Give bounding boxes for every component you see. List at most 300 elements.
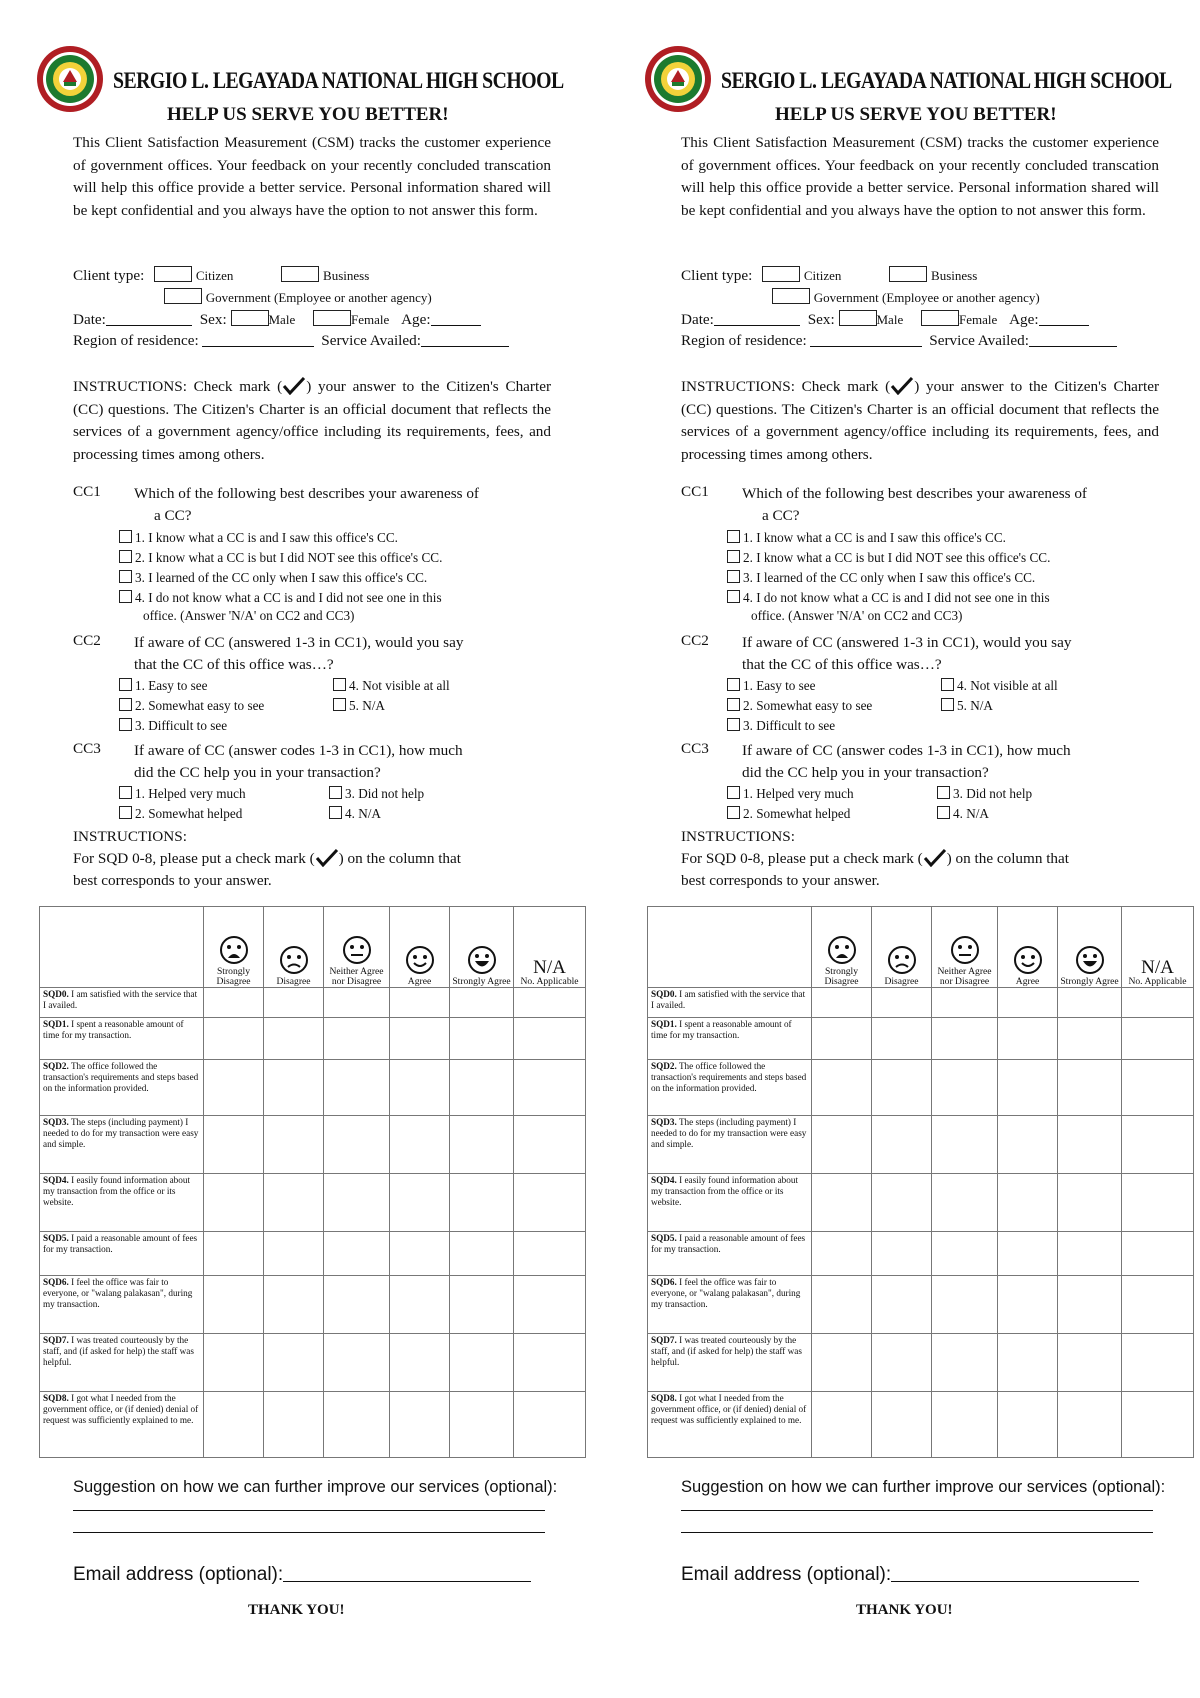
email-row — [73, 1561, 531, 1586]
answer-cell[interactable] — [514, 1392, 586, 1458]
government-label: Government (Employee or another agency) — [205, 290, 432, 305]
answer-cell[interactable] — [998, 1174, 1058, 1232]
header-label: Strongly Agree — [452, 976, 511, 987]
answer-cell[interactable] — [872, 1060, 932, 1116]
cc1-option-4[interactable] — [727, 590, 1050, 606]
sqd-question: SQD3. The steps (including payment) I needed to do for my transaction were easy and simple. — [648, 1116, 812, 1174]
answer-cell[interactable] — [514, 1232, 586, 1276]
answer-cell[interactable] — [324, 1276, 390, 1334]
checkbox[interactable] — [329, 806, 342, 819]
answer-cell[interactable] — [872, 1116, 932, 1174]
option-label: 3. I learned of the CC only when I saw this office's CC. — [743, 570, 1036, 585]
header-label: No. Applicable — [1128, 976, 1187, 987]
answer-cell[interactable] — [264, 988, 324, 1018]
answer-cell[interactable] — [812, 1392, 872, 1458]
answer-cell[interactable] — [204, 1060, 264, 1116]
sqd-row — [40, 1232, 586, 1276]
suggestion-line-1[interactable] — [73, 1510, 545, 1511]
school-name: SERGIO L. LEGAYADA NATIONAL HIGH SCHOOL — [113, 68, 564, 93]
answer-cell[interactable] — [812, 1060, 872, 1116]
answer-cell[interactable] — [1122, 1174, 1194, 1232]
sqd-question: SQD4. I easily found information about my transaction from the office or its website. — [648, 1174, 812, 1232]
checkbox[interactable] — [119, 678, 132, 691]
sqd-question: SQD5. I paid a reasonable amount of fees for my transaction. — [648, 1232, 812, 1276]
answer-cell[interactable] — [1058, 1018, 1122, 1060]
answer-cell[interactable] — [998, 1276, 1058, 1334]
sqd-instructions-a: For SQD 0-8, please put a check mark ( — [681, 850, 923, 867]
na-label: N/A — [1141, 957, 1174, 978]
answer-cell[interactable] — [324, 1392, 390, 1458]
sqd-row — [648, 1018, 1194, 1060]
sqd-instructions-a: For SQD 0-8, please put a check mark ( — [73, 850, 315, 867]
sqd-header-blank — [648, 907, 812, 988]
answer-cell[interactable] — [514, 1018, 586, 1060]
checkbox[interactable] — [119, 786, 132, 799]
checkbox[interactable] — [727, 678, 740, 691]
answer-cell[interactable] — [204, 1392, 264, 1458]
form-subtitle: HELP US SERVE YOU BETTER! — [775, 104, 1057, 125]
cc2-question-line1: If aware of CC (answered 1-3 in CC1), would you say — [134, 634, 464, 651]
cc1-question-line1: Which of the following best describes your awareness of — [742, 485, 1087, 502]
age-field[interactable] — [1039, 311, 1089, 326]
answer-cell[interactable] — [1058, 1232, 1122, 1276]
cc1-option-2[interactable] — [727, 550, 1050, 566]
sqd-header-row — [40, 907, 586, 988]
answer-cell[interactable] — [1122, 1060, 1194, 1116]
region-label: Region of residence: — [681, 332, 807, 349]
answer-cell[interactable] — [390, 1334, 450, 1392]
cc-instructions-a: INSTRUCTIONS: Check mark ( — [73, 378, 283, 395]
cc3-option-4[interactable] — [937, 806, 989, 822]
business-checkbox[interactable] — [281, 266, 319, 282]
service-field[interactable] — [421, 332, 509, 347]
checkbox[interactable] — [727, 570, 740, 583]
cc2-option-4[interactable] — [333, 678, 450, 694]
client-type-label: Client type: — [681, 267, 753, 284]
sqd-question: SQD3. The steps (including payment) I needed to do for my transaction were easy and simple. — [40, 1116, 204, 1174]
header-label: Agree — [407, 976, 432, 987]
cc3-option-3[interactable] — [937, 786, 1032, 802]
answer-cell[interactable] — [1058, 1060, 1122, 1116]
cc2-option-5[interactable] — [333, 698, 385, 714]
very-sad-face-icon — [219, 935, 249, 965]
answer-cell[interactable] — [390, 1018, 450, 1060]
cc2-question-line2: that the CC of this office was…? — [134, 656, 334, 673]
answer-cell[interactable] — [1122, 988, 1194, 1018]
sex-label: Sex: — [199, 311, 227, 328]
email-field[interactable] — [891, 1561, 1139, 1582]
answer-cell[interactable] — [324, 988, 390, 1018]
header-neither — [324, 907, 390, 988]
smile-face-icon — [405, 945, 435, 975]
checkbox[interactable] — [941, 698, 954, 711]
sqd-row — [40, 988, 586, 1018]
checkbox[interactable] — [941, 678, 954, 691]
answer-cell[interactable] — [1122, 1018, 1194, 1060]
cc-instructions-a: INSTRUCTIONS: Check mark ( — [681, 378, 891, 395]
checkbox[interactable] — [119, 698, 132, 711]
header-agree — [998, 907, 1058, 988]
option-label: 1. I know what a CC is and I saw this office's CC. — [743, 530, 1006, 545]
suggestion-label: Suggestion on how we can further improve our services (optional): — [681, 1478, 1166, 1496]
cc2-option-4[interactable] — [941, 678, 1058, 694]
option-label: 1. Easy to see — [135, 678, 208, 693]
option-label: 5. N/A — [349, 698, 385, 713]
answer-cell[interactable] — [872, 1018, 932, 1060]
answer-cell[interactable] — [324, 1334, 390, 1392]
service-label: Service Availed: — [929, 332, 1029, 349]
answer-cell[interactable] — [450, 988, 514, 1018]
checkbox[interactable] — [727, 718, 740, 731]
answer-cell[interactable] — [390, 1392, 450, 1458]
cc1-code: CC1 — [73, 483, 101, 500]
cc2-option-3[interactable] — [727, 718, 835, 734]
sqd-row — [40, 1060, 586, 1116]
option-label: 3. Difficult to see — [743, 718, 836, 733]
checkbox[interactable] — [333, 698, 346, 711]
answer-cell[interactable] — [324, 1018, 390, 1060]
checkbox[interactable] — [937, 786, 950, 799]
cc2-option-1[interactable] — [727, 678, 816, 694]
email-field[interactable] — [283, 1561, 531, 1582]
school-seal-icon — [643, 44, 713, 114]
answer-cell[interactable] — [450, 1018, 514, 1060]
cc1-option-4-note: office. (Answer 'N/A' on CC2 and CC3) — [143, 608, 355, 623]
option-label: 2. Somewhat easy to see — [135, 698, 265, 713]
smile-face-icon — [1013, 945, 1043, 975]
business-checkbox[interactable] — [889, 266, 927, 282]
region-service-row — [681, 332, 1117, 350]
option-label: 3. Did not help — [953, 786, 1033, 801]
client-type-row — [681, 266, 977, 285]
answer-cell[interactable] — [514, 1334, 586, 1392]
option-label: 1. Helped very much — [743, 786, 854, 801]
government-label: Government (Employee or another agency) — [813, 290, 1040, 305]
answer-cell[interactable] — [204, 1276, 264, 1334]
answer-cell[interactable] — [932, 1116, 998, 1174]
sqd-instructions-b: ) on the column that — [946, 850, 1069, 867]
answer-cell[interactable] — [264, 1232, 324, 1276]
citizen-checkbox[interactable] — [154, 266, 192, 282]
sqd-instructions-title: INSTRUCTIONS: — [73, 828, 187, 845]
answer-cell[interactable] — [514, 988, 586, 1018]
cc1-option-1[interactable] — [727, 530, 1006, 546]
header-label: Strongly Agree — [1060, 976, 1119, 987]
answer-cell[interactable] — [998, 1334, 1058, 1392]
cc2-option-2[interactable] — [119, 698, 264, 714]
checkbox[interactable] — [119, 806, 132, 819]
sqd-question: SQD1. I spent a reasonable amount of time for my transaction. — [648, 1018, 812, 1060]
answer-cell[interactable] — [872, 1392, 932, 1458]
service-label: Service Availed: — [321, 332, 421, 349]
answer-cell[interactable] — [204, 1174, 264, 1232]
option-label: 2. I know what a CC is but I did NOT see this office's CC. — [743, 550, 1051, 565]
answer-cell[interactable] — [204, 1116, 264, 1174]
answer-cell[interactable] — [264, 1392, 324, 1458]
header-label: Neither Agree nor Disagree — [329, 966, 384, 987]
answer-cell[interactable] — [204, 1018, 264, 1060]
cc3-option-4[interactable] — [329, 806, 381, 822]
checkbox[interactable] — [727, 590, 740, 603]
thank-you: THANK YOU! — [248, 1602, 345, 1618]
female-checkbox[interactable] — [921, 310, 959, 326]
checkbox[interactable] — [119, 530, 132, 543]
region-field[interactable] — [810, 332, 922, 347]
answer-cell[interactable] — [514, 1276, 586, 1334]
answer-cell[interactable] — [998, 988, 1058, 1018]
client-type-label: Client type: — [73, 267, 145, 284]
cc1-option-2[interactable] — [119, 550, 442, 566]
answer-cell[interactable] — [1058, 1392, 1122, 1458]
female-label: Female — [351, 312, 390, 327]
cc-instructions — [681, 376, 1159, 466]
sqd-row — [40, 1334, 586, 1392]
answer-cell[interactable] — [390, 1060, 450, 1116]
business-label: Business — [323, 268, 370, 283]
answer-cell[interactable] — [264, 1116, 324, 1174]
answer-cell[interactable] — [324, 1060, 390, 1116]
answer-cell[interactable] — [872, 988, 932, 1018]
cc1-question-line2: a CC? — [154, 507, 192, 524]
region-service-row — [73, 332, 509, 350]
sqd-question: SQD7. I was treated courteously by the staff, and (if asked for help) the staff was helpful. — [648, 1334, 812, 1392]
cc2-option-2[interactable] — [727, 698, 872, 714]
cc-instructions-b: ) your answer to the Citizen's Charter (CC) questions. The Citizen's Charter is an official document that reflects the services of a government agency/office including its requirements, fees, and processing times among others. — [73, 378, 552, 463]
checkbox[interactable] — [119, 570, 132, 583]
answer-cell[interactable] — [264, 1060, 324, 1116]
cc2-question-line1: If aware of CC (answered 1-3 in CC1), would you say — [742, 634, 1072, 651]
female-checkbox[interactable] — [313, 310, 351, 326]
answer-cell[interactable] — [514, 1116, 586, 1174]
answer-cell[interactable] — [204, 1232, 264, 1276]
answer-cell[interactable] — [324, 1174, 390, 1232]
answer-cell[interactable] — [1122, 1232, 1194, 1276]
date-sex-age-row — [73, 310, 481, 329]
answer-cell[interactable] — [264, 1334, 324, 1392]
answer-cell[interactable] — [204, 1334, 264, 1392]
answer-cell[interactable] — [932, 1276, 998, 1334]
checkbox[interactable] — [119, 718, 132, 731]
checkbox[interactable] — [727, 786, 740, 799]
answer-cell[interactable] — [812, 1018, 872, 1060]
sqd-question: SQD4. I easily found information about my transaction from the office or its website. — [40, 1174, 204, 1232]
header-not-applicable — [514, 907, 586, 988]
header-label: Agree — [1015, 976, 1040, 987]
answer-cell[interactable] — [998, 1018, 1058, 1060]
answer-cell[interactable] — [812, 1232, 872, 1276]
big-smile-face-icon — [467, 945, 497, 975]
answer-cell[interactable] — [390, 1174, 450, 1232]
checkbox[interactable] — [333, 678, 346, 691]
sqd-instructions-line2: best corresponds to your answer. — [681, 872, 880, 889]
answer-cell[interactable] — [390, 1116, 450, 1174]
answer-cell[interactable] — [450, 1232, 514, 1276]
answer-cell[interactable] — [390, 988, 450, 1018]
answer-cell[interactable] — [1058, 1334, 1122, 1392]
answer-cell[interactable] — [872, 1174, 932, 1232]
date-field[interactable] — [714, 311, 800, 326]
service-field[interactable] — [1029, 332, 1117, 347]
option-label: 2. Somewhat helped — [135, 806, 243, 821]
answer-cell[interactable] — [932, 1392, 998, 1458]
answer-cell[interactable] — [514, 1174, 586, 1232]
cc1-option-3[interactable] — [119, 570, 427, 586]
checkbox[interactable] — [727, 530, 740, 543]
answer-cell[interactable] — [932, 1018, 998, 1060]
cc2-option-5[interactable] — [941, 698, 993, 714]
suggestion-line-1[interactable] — [681, 1510, 1153, 1511]
answer-cell[interactable] — [390, 1232, 450, 1276]
header-label: Strongly Disagree — [216, 966, 251, 987]
male-checkbox[interactable] — [231, 310, 269, 326]
sqd-header-row — [648, 907, 1194, 988]
answer-cell[interactable] — [324, 1232, 390, 1276]
answer-cell[interactable] — [998, 1392, 1058, 1458]
checkbox[interactable] — [119, 550, 132, 563]
cc2-option-3[interactable] — [119, 718, 227, 734]
male-checkbox[interactable] — [839, 310, 877, 326]
cc3-option-1[interactable] — [727, 786, 854, 802]
sqd-question: SQD8. I got what I needed from the government office, or (if denied) denial of request was sufficiently explained to me. — [648, 1392, 812, 1458]
very-sad-face-icon — [827, 935, 857, 965]
cc3-option-1[interactable] — [119, 786, 246, 802]
cc3-option-2[interactable] — [727, 806, 850, 822]
checkbox[interactable] — [119, 590, 132, 603]
answer-cell[interactable] — [514, 1060, 586, 1116]
answer-cell[interactable] — [1058, 1174, 1122, 1232]
answer-cell[interactable] — [998, 1116, 1058, 1174]
checkbox[interactable] — [937, 806, 950, 819]
cc3-option-2[interactable] — [119, 806, 242, 822]
sqd-row — [40, 1174, 586, 1232]
sqd-table — [647, 906, 1194, 1458]
government-checkbox[interactable] — [164, 288, 202, 304]
option-label: 4. I do not know what a CC is and I did not see one in this — [135, 590, 442, 605]
cc-instructions — [73, 376, 551, 466]
answer-cell[interactable] — [1058, 1276, 1122, 1334]
option-label: 3. Did not help — [345, 786, 425, 801]
region-label: Region of residence: — [73, 332, 199, 349]
header-strongly-agree — [450, 907, 514, 988]
answer-cell[interactable] — [1058, 988, 1122, 1018]
answer-cell[interactable] — [450, 1174, 514, 1232]
answer-cell[interactable] — [450, 1276, 514, 1334]
checkbox[interactable] — [329, 786, 342, 799]
cc1-option-1[interactable] — [119, 530, 398, 546]
answer-cell[interactable] — [450, 1392, 514, 1458]
cc1-option-4[interactable] — [119, 590, 442, 606]
answer-cell[interactable] — [932, 1174, 998, 1232]
sqd-question: SQD6. I feel the office was fair to everyone, or "walang palakasan", during my transaction. — [40, 1276, 204, 1334]
option-label: 1. Helped very much — [135, 786, 246, 801]
answer-cell[interactable] — [932, 1334, 998, 1392]
answer-cell[interactable] — [450, 1334, 514, 1392]
sqd-row — [40, 1276, 586, 1334]
answer-cell[interactable] — [932, 988, 998, 1018]
sqd-row — [648, 1060, 1194, 1116]
cc1-question-line2: a CC? — [762, 507, 800, 524]
answer-cell[interactable] — [1122, 1276, 1194, 1334]
suggestion-line-2[interactable] — [73, 1532, 545, 1533]
date-sex-age-row — [681, 310, 1089, 329]
header-strongly-disagree — [812, 907, 872, 988]
answer-cell[interactable] — [872, 1334, 932, 1392]
cc1-option-3[interactable] — [727, 570, 1035, 586]
checkbox[interactable] — [727, 698, 740, 711]
cc2-code: CC2 — [681, 632, 709, 649]
answer-cell[interactable] — [390, 1276, 450, 1334]
form-header — [643, 38, 1200, 125]
check-mark-icon — [890, 377, 914, 395]
age-field[interactable] — [431, 311, 481, 326]
region-field[interactable] — [202, 332, 314, 347]
answer-cell[interactable] — [264, 1018, 324, 1060]
answer-cell[interactable] — [1122, 1334, 1194, 1392]
checkbox[interactable] — [727, 806, 740, 819]
sqd-header-blank — [40, 907, 204, 988]
answer-cell[interactable] — [812, 988, 872, 1018]
answer-cell[interactable] — [1122, 1392, 1194, 1458]
sqd-row — [40, 1018, 586, 1060]
answer-cell[interactable] — [812, 1276, 872, 1334]
answer-cell[interactable] — [1122, 1116, 1194, 1174]
answer-cell[interactable] — [264, 1174, 324, 1232]
answer-cell[interactable] — [932, 1060, 998, 1116]
answer-cell[interactable] — [812, 1174, 872, 1232]
government-row — [164, 288, 432, 307]
citizen-checkbox[interactable] — [762, 266, 800, 282]
answer-cell[interactable] — [812, 1334, 872, 1392]
cc3-question-line1: If aware of CC (answer codes 1-3 in CC1), how much — [742, 742, 1071, 759]
cc3-question-line1: If aware of CC (answer codes 1-3 in CC1), how much — [134, 742, 463, 759]
answer-cell[interactable] — [932, 1232, 998, 1276]
sqd-row — [648, 1174, 1194, 1232]
option-label: 4. N/A — [953, 806, 989, 821]
date-field[interactable] — [106, 311, 192, 326]
answer-cell[interactable] — [1058, 1116, 1122, 1174]
thank-you: THANK YOU! — [856, 1602, 953, 1618]
sqd-row — [648, 1232, 1194, 1276]
sqd-row — [648, 1334, 1194, 1392]
age-label: Age: — [1009, 311, 1039, 328]
check-mark-icon — [315, 849, 339, 867]
answer-cell[interactable] — [998, 1232, 1058, 1276]
cc3-option-3[interactable] — [329, 786, 424, 802]
suggestion-line-2[interactable] — [681, 1532, 1153, 1533]
answer-cell[interactable] — [324, 1116, 390, 1174]
answer-cell[interactable] — [204, 988, 264, 1018]
answer-cell[interactable] — [872, 1232, 932, 1276]
answer-cell[interactable] — [450, 1116, 514, 1174]
government-row — [772, 288, 1040, 307]
cc2-option-1[interactable] — [119, 678, 208, 694]
option-label: 4. Not visible at all — [957, 678, 1058, 693]
sqd-question: SQD1. I spent a reasonable amount of time for my transaction. — [40, 1018, 204, 1060]
header-agree — [390, 907, 450, 988]
answer-cell[interactable] — [450, 1060, 514, 1116]
answer-cell[interactable] — [812, 1116, 872, 1174]
sad-face-icon — [887, 945, 917, 975]
sqd-question: SQD8. I got what I needed from the government office, or (if denied) denial of request was sufficiently explained to me. — [40, 1392, 204, 1458]
answer-cell[interactable] — [872, 1276, 932, 1334]
sqd-instructions-b: ) on the column that — [338, 850, 461, 867]
checkbox[interactable] — [727, 550, 740, 563]
answer-cell[interactable] — [998, 1060, 1058, 1116]
sqd-question: SQD0. I am satisfied with the service that I availed. — [40, 988, 204, 1018]
answer-cell[interactable] — [264, 1276, 324, 1334]
intro-text: This Client Satisfaction Measurement (CSM) tracks the customer experience of government offices. Your feedback on your recently concluded transcation will help this office provide a better service. Personal information shared will be kept confidential and you always have the option to not answer this form. — [73, 134, 551, 219]
government-checkbox[interactable] — [772, 288, 810, 304]
